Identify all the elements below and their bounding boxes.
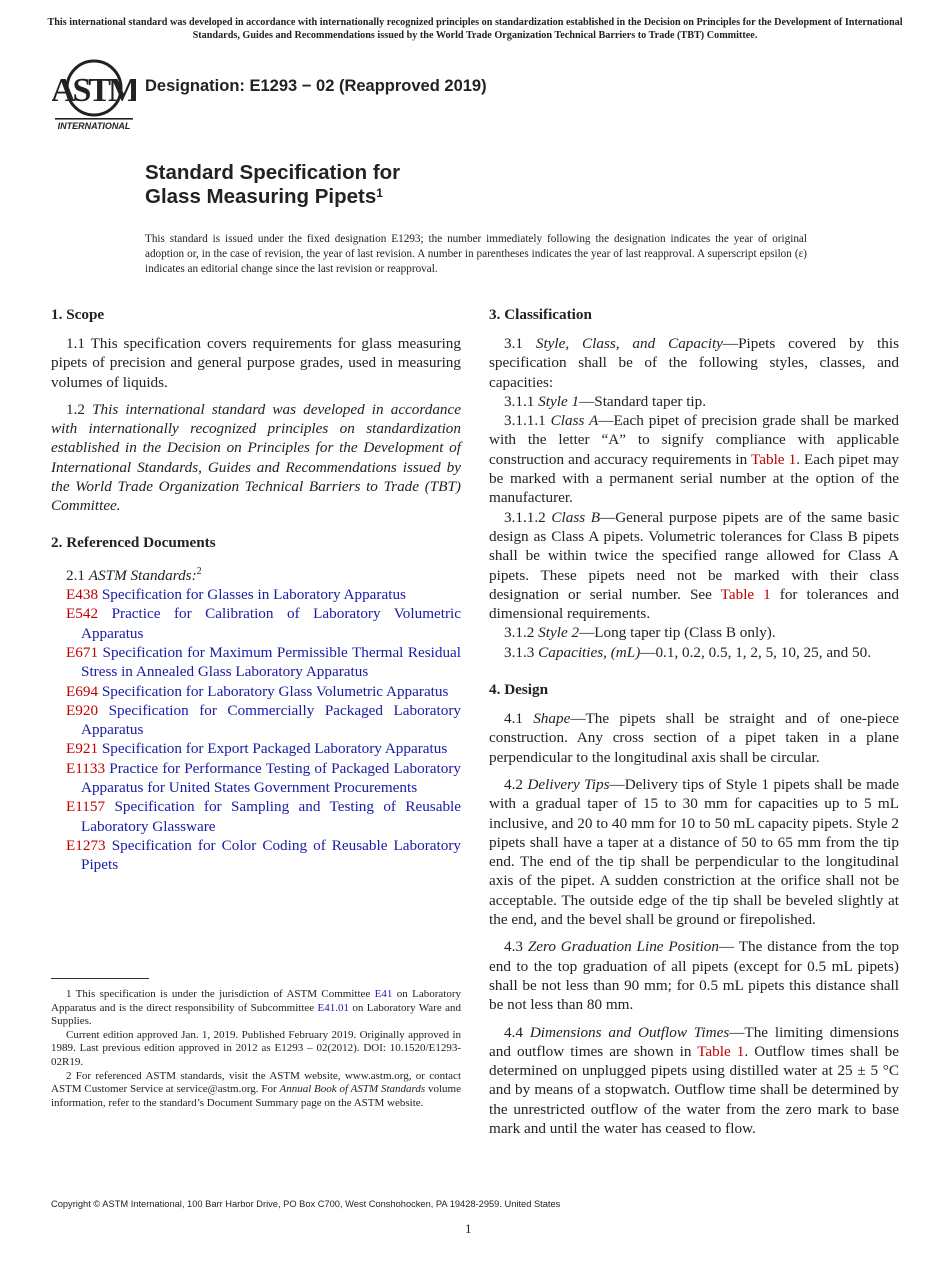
reference-item[interactable] [66,682,461,701]
reference-item[interactable] [66,797,461,836]
class-3-1-1-2-text-b: for tolerances and dimensional requirements. [489,585,899,623]
title-line-2-text: Glass Measuring Pipets [145,185,377,208]
reference-item[interactable] [66,604,461,643]
class-3-1-1-1-text-b: . Each pipet may be marked with a permanent serial number at the option of the manufacturer. [489,450,899,507]
design-4-3-num: 4.3 [504,938,528,956]
reference-code-link[interactable]: E921 [66,740,99,758]
title-footnote-mark: 1 [376,186,383,200]
class-3-1-1-1 [489,411,899,507]
class-3-1-1-1-text-a: —Each pipet of precision grade shall be marked with the letter “A” to signify compliance with applicable construction and accuracy requirements in [489,412,900,468]
table-1-link[interactable]: Table 1 [720,585,771,603]
class-3-1 [489,334,899,392]
table-1-link[interactable]: Table 1 [697,1042,745,1060]
reference-item[interactable] [66,701,461,740]
page-number: 1 [465,1221,472,1236]
footnote-1-text-b: on Laboratory Apparatus and is the direct responsibility of Subcommittee [51,988,461,1014]
class-3-1-1-2-title: Class B [551,508,601,526]
astm-logo [52,56,136,132]
designation: Designation: E1293 − 02 (Reapproved 2019) [145,77,487,95]
class-3-1-3-text: —0.1, 0.2, 0.5, 1, 2, 5, 10, 25, and 50. [640,643,872,661]
footnotes [51,988,461,1110]
reference-item[interactable] [66,759,461,798]
design-4-2-text: —Delivery tips of Style 1 pipets shall be made with a gradual taper of 15 to 30 mm for capacities up to 5 mL inclusive, and 20 to 40 mm for 10 to 50 mL capacity pipets. Style 2 pipets shall have a taper at a distance of 50 to 65 mm from the tip end. The end of the tip shall be perpendicular to the longitudinal axis of the pipet. A sudden constriction at the orifice shall not be acceptable. The outside edge of the tip shall be beveled slightly at the end, and the bevel shall be ground or firepolished. [489,775,899,929]
design-4-1 [489,709,899,767]
footnote-2 [51,1070,461,1111]
svg-text:INTERNATIONAL: INTERNATIONAL [57,121,131,131]
referenced-footnote-mark: 2 [196,565,202,577]
footnote-1-text-a: 1 This specification is under the jurisdiction of ASTM Committee [66,988,375,1000]
reference-code-link[interactable]: E671 [66,643,99,661]
scope-1-2-text: This international standard was developed in accordance with internationally recognized principles on standardization established in the Decision on Principles for the Development of International Standards, Guides and Recommendations issued by the World Trade Organization Technical Barriers to Trade (TBT) Committee. [51,400,462,515]
classification-heading: 3. Classification [489,306,592,323]
top-note: This international standard was developed in accordance with internationally recognized principles on standardization established in the Decision on Principles for the Development of International Standards, Guides and Recommendations issued by the World Trade Organization Technical Barriers to Trade (TBT) Committee. [47,17,903,41]
scope-1-2-num: 1.2 [66,400,93,418]
class-3-1-3 [489,643,899,662]
reference-list [51,585,461,874]
design-4-4 [489,1023,899,1139]
class-3-1-1-2-num: 3.1.1.2 [504,508,552,526]
class-3-1-1-num: 3.1.1 [504,392,539,410]
footnote-2-text-a: 2 For referenced ASTM standards, visit the ASTM website, www.astm.org, or contact ASTM Customer Service at service@astm.org. For [51,1069,461,1096]
referenced-2-1-text: ASTM Standards: [88,566,197,584]
design-4-1-num: 4.1 [504,710,534,728]
design-4-2-num: 4.2 [504,775,528,793]
reference-code-link[interactable]: E1157 [66,798,106,816]
footnote-rule [51,978,149,979]
svg-text:ASTM: ASTM [52,72,136,109]
class-3-1-1-2 [489,508,899,624]
reference-code-link[interactable]: E920 [66,701,99,719]
footnote-2-text-b: volume information, refer to the standard’s Document Summary page on the ASTM website. [51,1083,461,1109]
design-4-4-title: Dimensions and Outflow Times [529,1023,730,1041]
reference-item[interactable] [66,585,461,604]
footnote-1-text-c: on Laboratory Ware and Supplies. [51,1001,461,1028]
right-column [489,305,899,1146]
reference-title-link[interactable]: Specification for Sampling and Testing of Reusable Laboratory Glassware [81,798,461,835]
reference-code-link[interactable]: E542 [66,605,99,623]
title-line-2 [145,185,400,209]
design-heading: 4. Design [489,681,549,699]
referenced-2-1 [51,562,461,585]
issued-note: This standard is issued under the fixed designation E1293; the number immediately following the designation indicates the year of original adoption or, in the case of revision, the year of last revision. A number in parentheses indicates the year of last reapproval. A superscript epsilon (ε) indicates an editorial change since the last revision or reapproval. [145,233,807,275]
footnote-2-italic: Annual Book of ASTM Standards [279,1083,426,1096]
left-column [51,305,461,874]
class-3-1-1-2-text-a: —General purpose pipets are of the same basic design as Class A pipets. Volumetric tolerances for Class B pipets shall be within twice the specified range allowed for Class A pipets. These pipets need not be marked with their class designation or serial number. See [489,508,900,603]
class-3-1-2-title: Style 2 [538,624,580,642]
design-4-2-title: Delivery Tips [527,775,610,793]
copyright: Copyright © ASTM International, 100 Barr Harbor Drive, PO Box C700, West Conshohocken, PA 19428-2959. United States [51,1199,561,1209]
class-3-1-num: 3.1 [504,335,536,352]
reference-item[interactable] [66,739,461,758]
class-3-1-title: Style, Class, and Capacity [535,335,723,352]
footnote-1 [51,988,461,1029]
reference-code-link[interactable]: E1133 [66,759,106,777]
reference-title-link[interactable]: Specification for Commercially Packaged Laboratory Apparatus [81,701,461,739]
class-3-1-1-text: —Standard taper tip. [579,392,707,410]
reference-item[interactable] [66,836,461,875]
reference-title-link[interactable]: Specification for Color Coding of Reusable Laboratory Pipets [81,836,461,874]
reference-code-link[interactable]: E1273 [66,836,106,854]
reference-title-link[interactable]: Specification for Maximum Permissible Thermal Residual Stress in Annealed Glass Laboratory Apparatus [81,643,461,681]
class-3-1-1 [489,392,899,411]
class-3-1-text: —Pipets covered by this specification shall be of the following styles, classes, and capacities: [489,335,899,391]
class-3-1-2-num: 3.1.2 [504,624,539,642]
reference-title-link[interactable]: Practice for Performance Testing of Packaged Laboratory Apparatus for United States Government Procurements [81,759,462,796]
design-4-3-title: Zero Graduation Line Position [527,938,719,956]
class-3-1-3-title: Capacities, (mL) [538,643,641,661]
design-4-4-num: 4.4 [504,1023,530,1041]
class-3-1-2 [489,623,899,642]
referenced-2-1-num: 2.1 [66,566,89,584]
reference-code-link[interactable]: E438 [66,586,99,604]
design-4-1-title: Shape [533,710,571,728]
page-title [145,161,400,209]
reference-item[interactable] [66,643,461,682]
title-line-1: Standard Specification for [145,161,401,184]
scope-1-1: 1.1 This specification covers requirements for glass measuring pipets of precision and general purpose grades, used in measuring volumes of liquids. [51,335,461,391]
scope-heading: 1. Scope [51,306,105,323]
reference-title-link[interactable]: Specification for Glasses in Laboratory Apparatus [101,586,406,604]
committee-link[interactable]: E41 [374,988,393,1000]
class-3-1-1-1-title: Class A [550,412,599,430]
design-4-3 [489,937,899,1014]
reference-code-link[interactable]: E694 [66,682,99,700]
class-3-1-2-text: —Long taper tip (Class B only). [579,624,776,642]
design-4-2 [489,775,899,929]
reference-title-link[interactable]: Specification for Laboratory Glass Volumetric Apparatus [101,682,449,700]
astm-logo-graphic [52,56,136,132]
referenced-heading: 2. Referenced Documents [51,533,216,551]
design-4-1-text: —The pipets shall be straight and of one-piece construction. Any cross section of a pipet taken in a plane perpendicular to the longitudinal axis shall be circular. [489,710,899,766]
footnote-1-edition: Current edition approved Jan. 1, 2019. Published February 2019. Originally approved in 1989. Last previous edition approved in 2012 as E1293 – 02(2012). DOI: 10.1520/E1293-02R19. [51,1028,461,1068]
design-4-4-text-a: —The limiting dimensions and outflow times are shown in [489,1023,899,1060]
scope-1-2 [51,400,461,516]
table-1-link[interactable]: Table 1 [751,450,797,468]
class-3-1-1-title: Style 1 [538,392,580,410]
reference-title-link[interactable]: Specification for Export Packaged Laboratory Apparatus [101,740,448,758]
design-4-3-text: — The distance from the top end to the top graduation of all pipets (except for 0.5 mL pipets) shall be not less than 90 mm; for 0.5 mL pipets this distance shall be not less than 80 mm. [489,938,899,1014]
class-3-1-3-num: 3.1.3 [504,643,539,661]
subcommittee-link[interactable]: E41.01 [317,1001,349,1014]
class-3-1-1-1-num: 3.1.1.1 [504,412,551,430]
design-4-4-text-b: . Outflow times shall be determined on unplugged pipets using distilled water at 25 ± 5 °C and by means of a stopwatch. Outflow time shall be determined by the unrestricted outflow of the water from the zero mark to base mark and until the water has ceased to flow. [489,1042,899,1137]
reference-title-link[interactable]: Practice for Calibration of Laboratory Volumetric Apparatus [81,605,462,642]
